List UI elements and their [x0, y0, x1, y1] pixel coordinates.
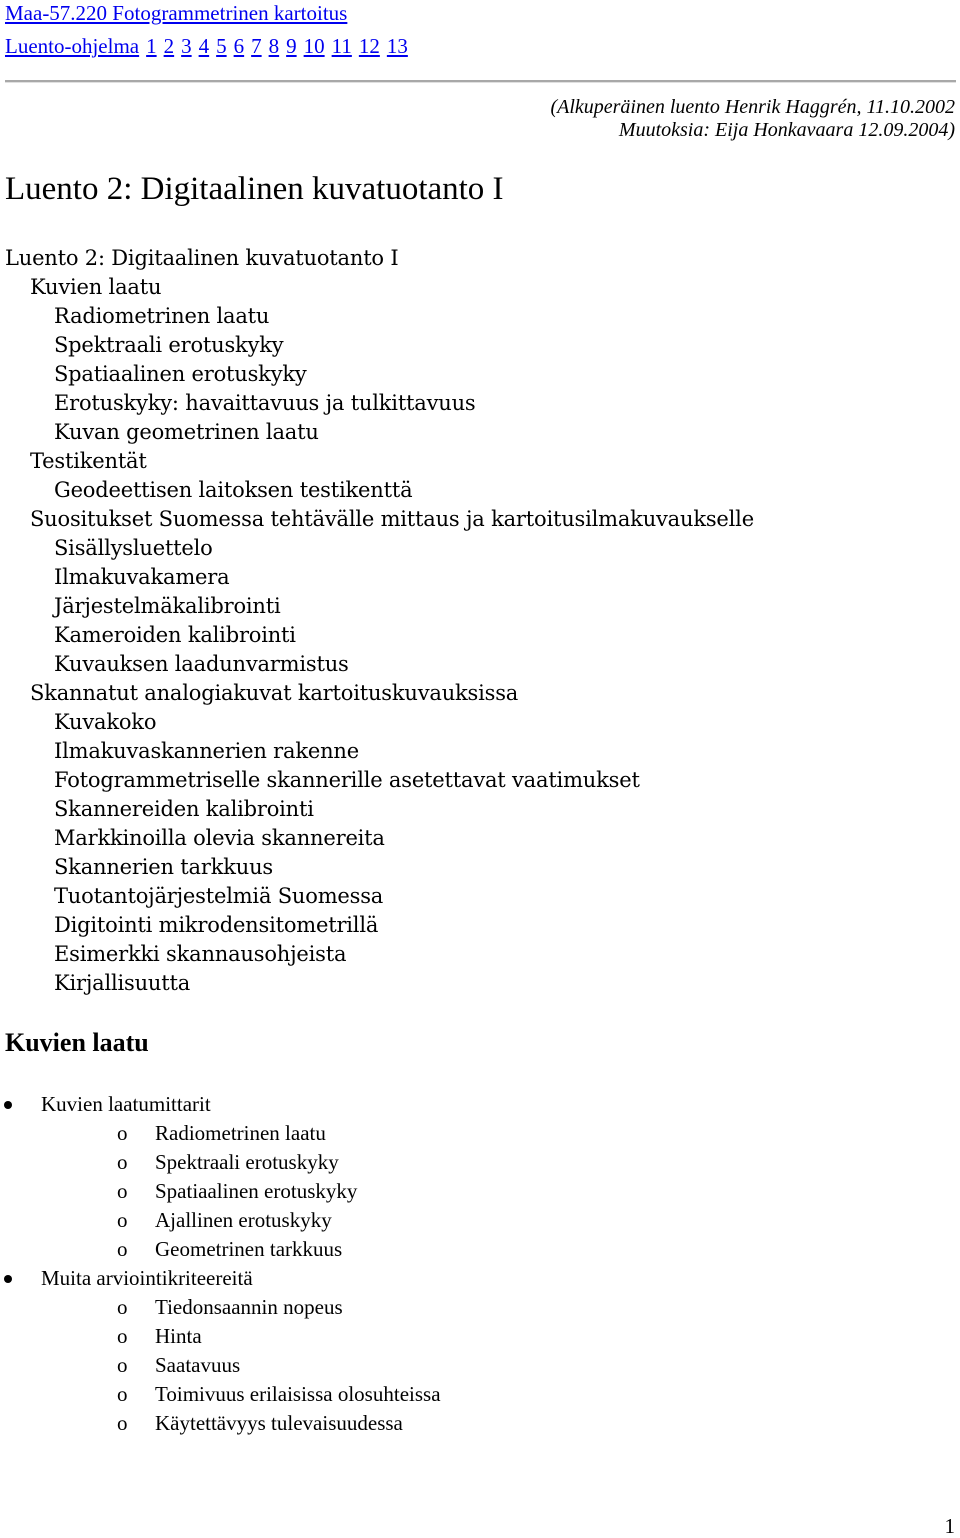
- lecture-nav: [5, 33, 408, 59]
- toc-item: Kameroiden kalibrointi: [54, 623, 296, 647]
- sub-bullet-label: Ajallinen erotuskyky: [155, 1208, 332, 1232]
- toc-item: Kuvien laatu: [30, 275, 162, 299]
- sub-bullet-item: [0, 1235, 441, 1264]
- sub-bullet-item: [0, 1206, 441, 1235]
- sub-bullet-item: [0, 1351, 441, 1380]
- horizontal-divider: [5, 80, 956, 83]
- toc-item: Kuvauksen laadunvarmistus: [54, 652, 349, 676]
- toc-item: Fotogrammetriselle skannerille asetettavat vaatimukset: [54, 768, 640, 792]
- sub-bullet-label: Toimivuus erilaisissa olosuhteissa: [155, 1382, 441, 1406]
- circle-bullet-icon: o: [117, 1121, 128, 1145]
- circle-bullet-icon: o: [117, 1237, 128, 1261]
- section-heading: Kuvien laatu: [5, 1028, 149, 1057]
- lecture-link-8[interactable]: 8: [268, 34, 280, 58]
- sub-bullet-label: Käytettävyys tulevaisuudessa: [155, 1411, 403, 1435]
- circle-bullet-icon: o: [117, 1208, 128, 1232]
- toc-item: Kuvan geometrinen laatu: [54, 420, 319, 444]
- sub-bullet-item: [0, 1177, 441, 1206]
- toc-item: Ilmakuvaskannerien rakenne: [54, 739, 359, 763]
- bullet-item: [0, 1264, 441, 1293]
- toc-item: Radiometrinen laatu: [54, 304, 270, 328]
- lecture-link-11[interactable]: 11: [331, 34, 352, 58]
- toc-item: Luento 2: Digitaalinen kuvatuotanto I: [5, 246, 399, 270]
- page-title: Luento 2: Digitaalinen kuvatuotanto I: [5, 171, 504, 207]
- circle-bullet-icon: o: [117, 1150, 128, 1174]
- table-of-contents: [5, 244, 754, 998]
- lecture-program-link[interactable]: Luento-ohjelma: [5, 34, 140, 58]
- sub-bullet-label: Spatiaalinen erotuskyky: [155, 1179, 358, 1203]
- circle-bullet-icon: o: [117, 1353, 128, 1377]
- sub-bullet-label: Tiedonsaannin nopeus: [155, 1295, 343, 1319]
- lecture-link-9[interactable]: 9: [286, 34, 297, 58]
- sub-bullet-item: [0, 1148, 441, 1177]
- credits-changes: Muutoksia: Eija Honkavaara 12.09.2004): [618, 119, 955, 141]
- toc-item: Spatiaalinen erotuskyky: [54, 362, 307, 386]
- toc-item: Testikentät: [30, 449, 147, 473]
- bullet-label: Muita arviointikriteereitä: [41, 1266, 253, 1290]
- bullet-dot-icon: [4, 1275, 12, 1283]
- bullet-item: [0, 1090, 441, 1119]
- toc-item: Skannerien tarkkuus: [54, 855, 273, 879]
- credits: [550, 96, 955, 142]
- sub-bullet-label: Hinta: [155, 1324, 202, 1348]
- lecture-link-6[interactable]: 6: [233, 34, 245, 58]
- section-bullet-list: [0, 1090, 441, 1438]
- lecture-link-1[interactable]: 1: [146, 34, 157, 58]
- toc-item: Esimerkki skannausohjeista: [54, 942, 347, 966]
- lecture-link-2[interactable]: 2: [163, 34, 175, 58]
- circle-bullet-icon: o: [117, 1411, 128, 1435]
- toc-item: Kirjallisuutta: [54, 971, 191, 995]
- toc-item: Digitointi mikrodensitometrillä: [54, 913, 379, 937]
- lecture-link-7[interactable]: 7: [251, 34, 262, 58]
- toc-item: Ilmakuvakamera: [54, 565, 230, 589]
- toc-item: Kuvakoko: [54, 710, 157, 734]
- page-number: 1: [944, 1514, 955, 1538]
- toc-item: Geodeettisen laitoksen testikenttä: [54, 478, 413, 502]
- bullet-dot-icon: [4, 1101, 12, 1109]
- toc-item: Spektraali erotuskyky: [54, 333, 284, 357]
- sub-bullet-label: Spektraali erotuskyky: [155, 1150, 339, 1174]
- course-link[interactable]: Maa-57.220 Fotogrammetrinen kartoitus: [5, 1, 348, 25]
- sub-bullet-label: Geometrinen tarkkuus: [155, 1237, 343, 1261]
- circle-bullet-icon: o: [117, 1382, 128, 1406]
- toc-item: Tuotantojärjestelmiä Suomessa: [54, 884, 384, 908]
- sub-bullet-label: Radiometrinen laatu: [155, 1121, 326, 1145]
- lecture-link-5[interactable]: 5: [216, 34, 227, 58]
- sub-bullet-item: [0, 1293, 441, 1322]
- toc-item: Erotuskyky: havaittavuus ja tulkittavuus: [54, 391, 476, 415]
- lecture-link-10[interactable]: 10: [303, 34, 325, 58]
- toc-item: Järjestelmäkalibrointi: [54, 594, 281, 618]
- toc-item: Suositukset Suomessa tehtävälle mittaus ja kartoitusilmakuvaukselle: [30, 507, 754, 531]
- bullet-label: Kuvien laatumittarit: [41, 1092, 211, 1116]
- sub-bullet-item: [0, 1380, 441, 1409]
- circle-bullet-icon: o: [117, 1295, 128, 1319]
- toc-item: Markkinoilla olevia skannereita: [54, 826, 385, 850]
- circle-bullet-icon: o: [117, 1179, 128, 1203]
- sub-bullet-label: Saatavuus: [155, 1353, 241, 1377]
- toc-item: Skannatut analogiakuvat kartoituskuvauksissa: [30, 681, 519, 705]
- sub-bullet-item: [0, 1119, 441, 1148]
- lecture-link-12[interactable]: 12: [358, 34, 380, 58]
- credits-original: (Alkuperäinen luento Henrik Haggrén, 11.10.2002: [550, 96, 955, 118]
- sub-bullet-item: [0, 1322, 441, 1351]
- toc-item: Skannereiden kalibrointi: [54, 797, 314, 821]
- circle-bullet-icon: o: [117, 1324, 128, 1348]
- lecture-link-13[interactable]: 13: [386, 34, 408, 58]
- toc-item: Sisällysluettelo: [54, 536, 213, 560]
- lecture-link-4[interactable]: 4: [198, 34, 210, 58]
- sub-bullet-item: [0, 1409, 441, 1438]
- lecture-link-3[interactable]: 3: [181, 34, 192, 58]
